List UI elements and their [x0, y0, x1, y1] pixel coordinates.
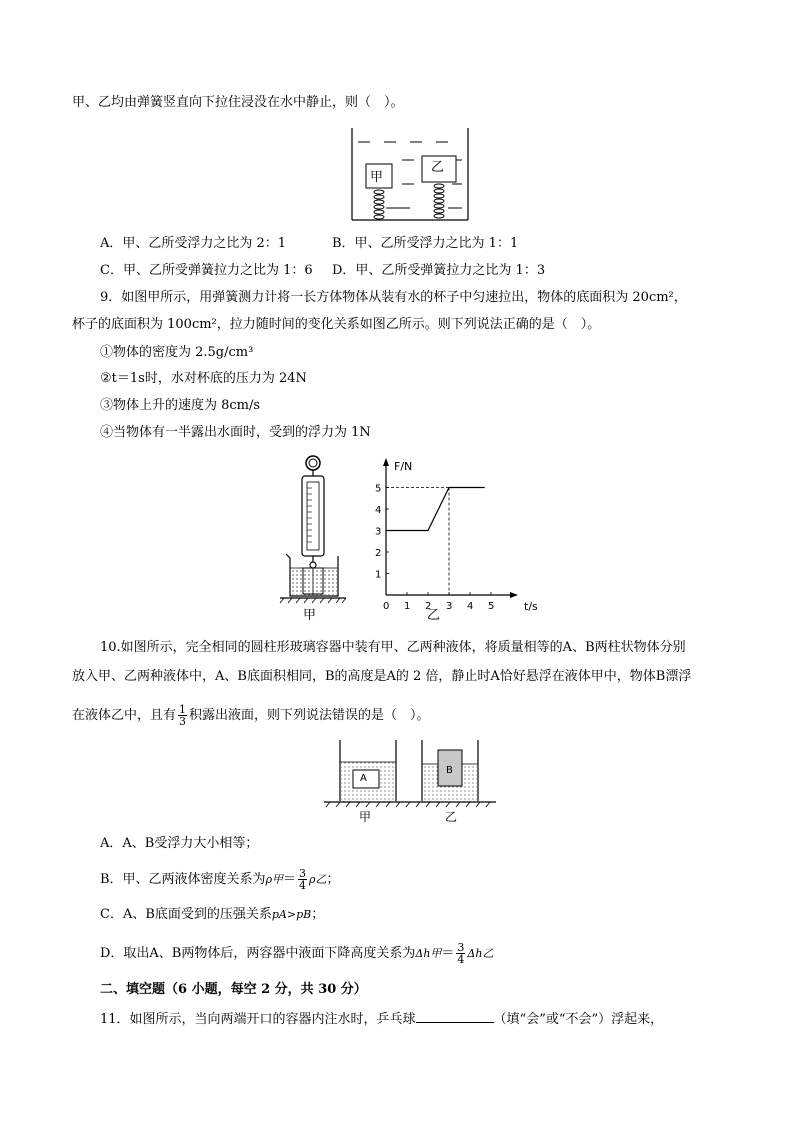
q8-fig-label-jia: 甲: [370, 170, 384, 185]
q9-fig-label-yi: 乙: [427, 608, 441, 623]
x-tick-label: 0: [383, 601, 390, 612]
q10-line3-post: 积露出液面，则下列说法错误的是（ ）。: [189, 708, 430, 723]
q8-option-c: C．甲、乙所受弹簧拉力之比为 1：6: [100, 263, 313, 278]
q9-statement-4: ④当物体有一半露出水面时，受到的浮力为 1N: [100, 425, 371, 440]
q10-fraction: [178, 704, 187, 727]
q8-fig-label-yi: 乙: [431, 160, 445, 175]
q10-option-b-lhs: ρ甲: [265, 873, 284, 886]
q10-option-b-num: 3: [299, 867, 307, 880]
q10-option-c-end: ；: [311, 907, 325, 922]
q10-line1: 10.如图所示，完全相同的圆柱形玻璃容器中装有甲、乙两种液体，将质量相等的A、B两柱状物体分别: [100, 640, 686, 655]
y-tick-label: 1: [375, 569, 382, 581]
q10-option-b-text: B．甲、乙两液体密度关系为: [100, 872, 266, 887]
x-axis-arrow: [510, 592, 518, 598]
q10-option-b-fraction: [298, 868, 307, 891]
q10-option-c: [100, 907, 324, 923]
q9-line1: 9．如图甲所示，用弹簧测力计将一长方体物体从装有水的杯子中匀速拉出，物体的底面积为 20cm²，: [100, 290, 687, 305]
x-axis-label: t/s: [524, 600, 538, 613]
q9-spring-scale-figure: [276, 454, 350, 604]
q10-fig-label-jia: 甲: [359, 810, 372, 824]
q8-option-a: A．甲、乙所受浮力之比为 2：1: [100, 236, 287, 251]
q10-line3-pre: 在液体乙中，且有: [72, 708, 177, 723]
q10-option-b: [100, 868, 340, 891]
q9-line2: 杯子的底面积为 100cm²，拉力随时间的变化关系如图乙所示。则下列说法正确的是（ ）。: [72, 317, 601, 332]
q10-option-b-end: ；: [326, 872, 340, 887]
q10-line3: [72, 704, 430, 727]
q10-option-d-rhs: Δh乙: [467, 947, 494, 960]
y-tick-label: 4: [375, 505, 382, 516]
y-tick-label: 5: [375, 483, 382, 495]
x-tick-label: 2: [425, 601, 432, 612]
q10-option-a: A．A、B受浮力大小相等；: [100, 836, 259, 851]
x-tick-label: 5: [488, 601, 495, 612]
q10-option-d-den: 4: [457, 953, 465, 966]
q10-frac-den: 3: [179, 715, 187, 728]
q10-block-a-label: A: [360, 773, 367, 784]
q8-option-b: B．甲、乙所受浮力之比为 1：1: [332, 236, 519, 251]
q9-force-time-chart: [358, 454, 538, 614]
q10-option-d: [100, 942, 493, 965]
q10-option-b-den: 4: [299, 879, 307, 892]
q10-option-d-num: 3: [457, 941, 465, 954]
y-axis-label: F/N: [394, 460, 413, 473]
q11-post: （填“会”或“不会”）浮起来，: [493, 1012, 664, 1027]
q10-option-d-lhs: Δh甲: [415, 947, 442, 960]
y-axis-arrow: [383, 458, 389, 466]
x-tick-label: 3: [446, 601, 453, 612]
q10-block-b-label: B: [446, 765, 453, 776]
section-heading: 二、填空题（6 小题，每空 2 分，共 30 分）: [100, 982, 367, 997]
q8-intro: 甲、乙均由弹簧竖直向下拉住浸没在水中静止，则（ ）。: [72, 95, 404, 110]
y-tick-label: 2: [375, 548, 382, 559]
q9-fig-label-jia: 甲: [303, 608, 317, 623]
y-tick-label: 3: [375, 526, 382, 538]
q9-statement-1: ①物体的密度为 2.5g/cm³: [100, 345, 254, 360]
q11-line1: [100, 1010, 663, 1028]
q10-line2: 放入甲、乙两种液体中，A、B底面积相同，B的高度是A的 2 倍，静止时A恰好悬浮在液体甲中，物体B漂浮: [72, 669, 692, 684]
q9-statement-2: ②t＝1s时，水对杯底的压力为 24N: [100, 371, 307, 386]
q10-figure: [320, 738, 500, 808]
q11-pre: 11．如图所示，当向两端开口的容器内注水时，乒乓球: [100, 1012, 416, 1027]
q10-option-c-text: C．A、B底面受到的压强关系: [100, 907, 272, 922]
x-tick-label: 1: [404, 601, 411, 612]
q10-option-d-text: D．取出A、B两物体后，两容器中液面下降高度关系为: [100, 946, 416, 961]
q10-option-c-math: pA>pB: [271, 908, 312, 921]
x-tick-label: 4: [467, 601, 474, 612]
q10-option-b-rhs: ρ乙: [309, 873, 327, 886]
q8-option-d: D．甲、乙所受弹簧拉力之比为 1：3: [332, 263, 546, 278]
q10-fig-label-yi: 乙: [445, 810, 458, 824]
q10-option-d-fraction: [456, 942, 465, 965]
q8-figure: [348, 126, 472, 222]
q10-option-b-eq: ＝: [283, 872, 297, 887]
q10-option-d-eq: ＝: [441, 946, 455, 961]
q11-answer-blank[interactable]: [416, 1010, 494, 1023]
q9-statement-3: ③物体上升的速度为 8cm/s: [100, 398, 261, 413]
q10-frac-num: 1: [179, 703, 187, 716]
series-line: [386, 488, 485, 531]
